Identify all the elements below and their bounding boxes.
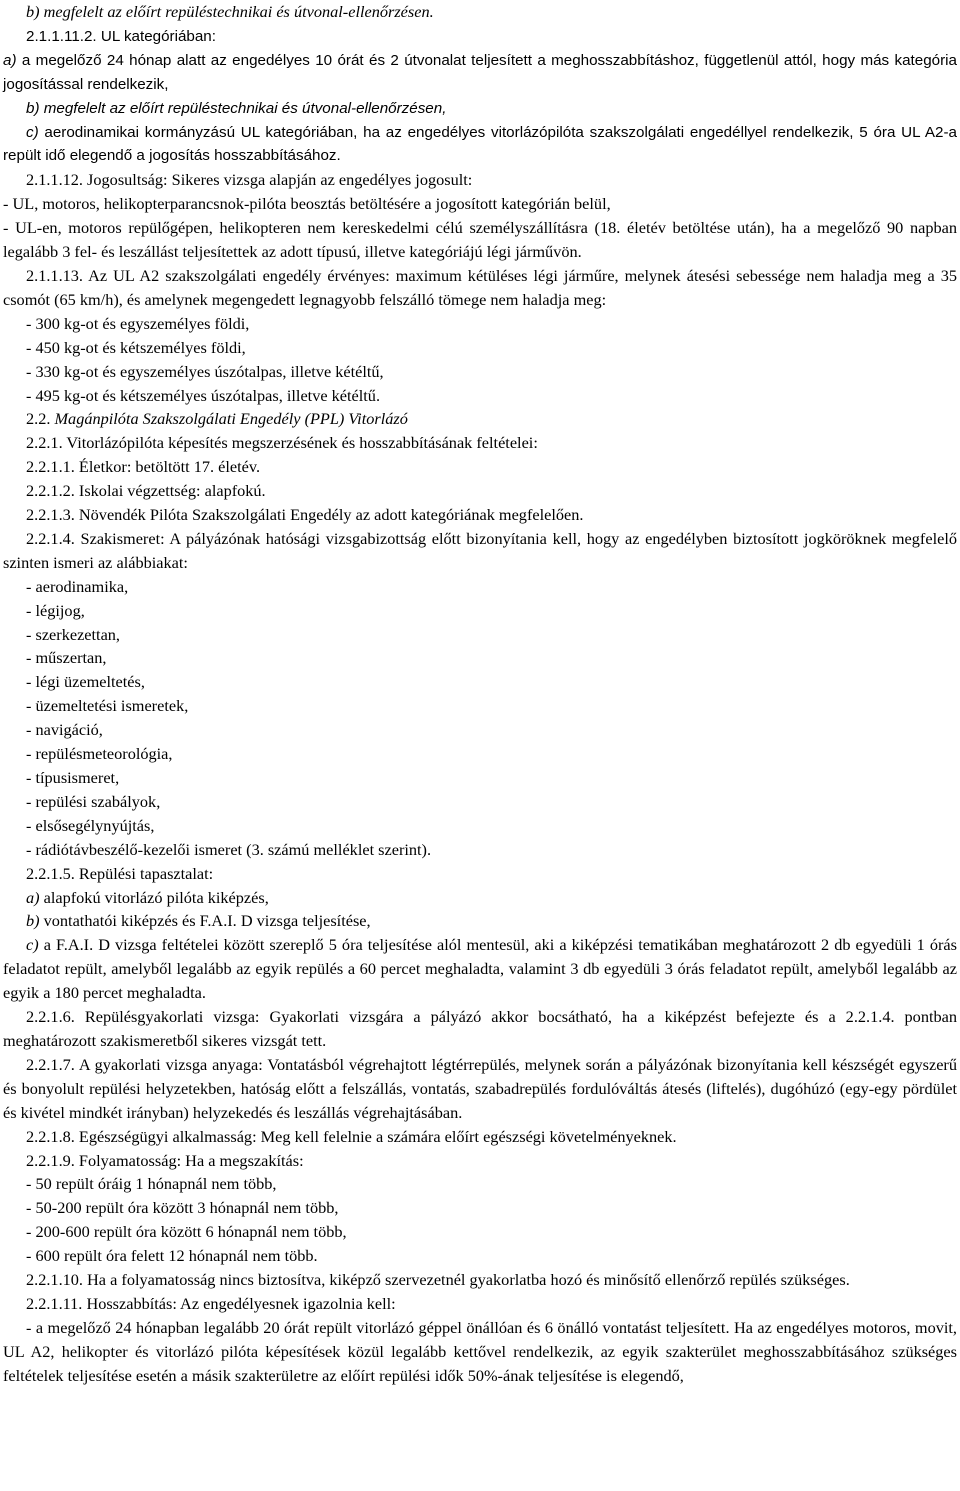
text-line: 2.2.1.6. Repülésgyakorlati vizsga: Gyakorlati vizsgára a pályázó akkor bocsátható, ha a kiképzést befejezte és a 2.2.1.4. pontban meghatározott szakismeretből sikeres vizsgát tett.	[3, 1007, 957, 1050]
text-line: 2.1.1.13. Az UL A2 szakszolgálati engedély érvényes: maximum kétüléses légi járműre, melynek átesési sebessége nem haladja meg a 35 csomót (65 km/h), és amelynek megengedett legnagyobb felszálló tömege nem haladja meg:	[3, 265, 957, 309]
text-line: 2.2.1.7. A gyakorlati vizsga anyaga: Vontatásból végrehajtott légtérrepülés, melynek során a pályázónak bizonyítania kell készségét egyszerű és bonyolult repülési helyzetekben, hatóság előtt a felszállás, vontatás, szabadrepülés fordulóváltás átesés (liftelés), dugóhúzó (egy-egy pördület és kivétel mindkét irányban) helyzekedés és leszállás végrehajtásában.	[3, 1054, 957, 1122]
text-line: - légijog,	[26, 600, 85, 620]
text-line: 2.2.1.9. Folyamatosság: Ha a megszakítás:	[26, 1150, 304, 1170]
text-line: - repülésmeteorológia,	[26, 744, 173, 764]
text-line: - UL-en, motoros repülőgépen, helikopteren nem kereskedelmi célú személyszállításra (18. életév betöltése után), ha a megelőző 90 napban legalább 3 fel- és leszállást teljesítettek az adott típusú, illetve kategóriájú légi járművön.	[3, 218, 957, 262]
list-item	[3, 814, 957, 838]
text-line: 2.2.1.1. Életkor: betöltött 17. életév.	[26, 457, 261, 477]
paragraph	[3, 933, 957, 1005]
item-label: c)	[26, 123, 39, 141]
list-item	[3, 909, 957, 933]
paragraph	[3, 1149, 957, 1173]
list-item	[3, 886, 957, 910]
paragraph	[3, 862, 957, 886]
list-item	[3, 790, 957, 814]
list-item	[3, 694, 957, 718]
text-line: - a megelőző 24 hónapban legalább 20 órát repült vitorlázó géppel önállóan és 6 önálló vontatást teljesített. Ha az engedélyes motoros, movit, UL A2, helikopter és vitorlázó pilóta képesítések közül legalább kettővel rendelkezik, az egyik szakterület meghosszabbításához szükséges feltételek teljesítése esetén a másik szakterületre az előírt repülési idők 50%-ának teljesítése is elegendő,	[3, 1317, 957, 1385]
paragraph	[3, 0, 957, 24]
text-line: - műszertan,	[26, 648, 107, 668]
paragraph	[3, 1053, 957, 1125]
list-item	[3, 360, 957, 384]
paragraph	[3, 527, 957, 575]
paragraph	[3, 168, 957, 192]
list-item	[3, 599, 957, 623]
text-line: - 330 kg-ot és egyszemélyes úszótalpas, illetve kétéltű,	[26, 361, 384, 381]
text-line: 2.2.1.8. Egészségügyi alkalmasság: Meg kell felelnie a számára előírt egészségi követelményeknek.	[26, 1126, 677, 1146]
paragraph	[3, 503, 957, 527]
text-line: - 450 kg-ot és kétszemélyes földi,	[26, 337, 246, 357]
text-line: vontathatói kiképzés és F.A.I. D vizsga teljesítése,	[39, 911, 371, 931]
text-line: 2.1.1.11.2. UL kategóriában:	[26, 27, 216, 45]
text-line: - 495 kg-ot és kétszemélyes úszótalpas, illetve kétéltű.	[26, 385, 381, 405]
paragraph	[3, 455, 957, 479]
text-line: - légi üzemeltetés,	[26, 672, 145, 692]
list-item	[3, 1244, 957, 1268]
list-item	[3, 1196, 957, 1220]
item-label: a)	[3, 51, 17, 69]
paragraph	[3, 479, 957, 503]
list-item	[3, 742, 957, 766]
paragraph	[3, 1292, 957, 1316]
paragraph	[3, 97, 957, 121]
item-label: b)	[26, 911, 40, 931]
text-line: - üzemeltetési ismeretek,	[26, 696, 189, 716]
list-item	[3, 670, 957, 694]
paragraph	[3, 216, 957, 264]
text-line: 2.2.1.10. Ha a folyamatosság nincs biztosítva, kiképző szervezetnél gyakorlatba hozó és minősítő ellenőrző repülés szükséges.	[26, 1270, 850, 1290]
list-item	[3, 312, 957, 336]
text-line: 2.2.1.2. Iskolai végzettség: alapfokú.	[26, 481, 266, 501]
text-line: 2.2.1.4. Szakismeret: A pályázónak hatósági vizsgabizottság előtt bizonyítania kell, hogy az engedélyben biztosított jogköröknek megfelelő szinten ismeri az alábbiakat:	[3, 528, 957, 572]
paragraph	[3, 1268, 957, 1292]
list-item	[3, 646, 957, 670]
list-item	[3, 336, 957, 360]
text-line: - rádiótávbeszélő-kezelői ismeret (3. számú melléklet szerint).	[26, 839, 432, 859]
paragraph	[3, 1125, 957, 1149]
paragraph	[3, 431, 957, 455]
text-line: - navigáció,	[26, 720, 103, 740]
text-line: - repülési szabályok,	[26, 791, 161, 811]
section-title: Magánpilóta Szakszolgálati Engedély (PPL) Vitorlázó	[54, 409, 408, 429]
paragraph	[3, 121, 957, 169]
text-line: 2.2.1.5. Repülési tapasztalat:	[26, 863, 214, 883]
text-line: a megelőző 24 hónap alatt az engedélyes 10 órát és 2 útvonalat teljesített a meghosszabbításhoz, függetlenül attól, hogy más kategória jogosítással rendelkezik,	[3, 51, 957, 93]
list-item	[3, 384, 957, 408]
text-line: aerodinamikai kormányzású UL kategóriában, ha az engedélyes vitorlázópilóta szakszolgálati engedéllyel rendelkezik, 5 óra UL A2-a repült idő elegendő a jogosítás hosszabbításához.	[3, 123, 957, 165]
text-line: 2.2.1.3. Növendék Pilóta Szakszolgálati Engedély az adott kategóriának megfelelően.	[26, 505, 584, 525]
text-line: - 200-600 repült óra között 6 hónapnál nem több,	[26, 1222, 347, 1242]
section-heading	[3, 24, 957, 49]
text-line: b) megfelelt az előírt repüléstechnikai és útvonal-ellenőrzésen.	[26, 2, 434, 21]
paragraph	[3, 1005, 957, 1053]
text-line: - szerkezettan,	[26, 624, 121, 644]
text-line: - 600 repült óra felett 12 hónapnál nem több.	[26, 1246, 318, 1266]
list-item	[3, 766, 957, 790]
item-label: a)	[26, 887, 40, 907]
text-line: alapfokú vitorlázó pilóta kiképzés,	[39, 887, 269, 907]
list-item	[3, 623, 957, 647]
text-line: - típusismeret,	[26, 768, 120, 787]
text-line: - 50 repült óráig 1 hónapnál nem több,	[26, 1174, 277, 1194]
text-line: b) megfelelt az előírt repüléstechnikai és útvonal-ellenőrzésen,	[26, 99, 447, 117]
section-heading	[3, 407, 957, 431]
section-number: 2.2.	[26, 409, 55, 429]
list-item	[3, 838, 957, 862]
text-line: - 300 kg-ot és egyszemélyes földi,	[26, 313, 250, 333]
paragraph	[3, 192, 957, 216]
list-item	[3, 575, 957, 599]
text-line: - 50-200 repült óra között 3 hónapnál nem több,	[26, 1198, 339, 1218]
text-line: - elsősegélynyújtás,	[26, 815, 155, 835]
paragraph	[3, 49, 957, 97]
list-item	[3, 1220, 957, 1244]
text-line: 2.2.1.11. Hosszabbítás: Az engedélyesnek igazolnia kell:	[26, 1293, 396, 1313]
text-line: - UL, motoros, helikopterparancsnok-pilóta beosztás betöltésére a jogosított kategórián belül,	[3, 194, 611, 214]
paragraph	[3, 264, 957, 312]
text-line: 2.1.1.12. Jogosultság: Sikeres vizsga alapján az engedélyes jogosult:	[26, 170, 473, 190]
list-item	[3, 1172, 957, 1196]
list-item	[3, 718, 957, 742]
text-line: - aerodinamika,	[26, 576, 129, 596]
text-line: 2.2.1. Vitorlázópilóta képesítés megszerzésének és hosszabbításának feltételei:	[26, 433, 538, 453]
paragraph	[3, 1316, 957, 1388]
item-label: c)	[26, 935, 39, 955]
text-line: a F.A.I. D vizsga feltételei között szereplő 5 óra teljesítése alól mentesül, aki a kiképzési tematikában meghatározott 2 db egyedüli 1 órás feladatot repült, amelyből legalább az egyik repülés a 60 percet meghaladta, valamint 3 db egyedüli 3 órás feladatot repült, amelyből legalább az egyik a 180 percet meghaladta.	[3, 935, 957, 1003]
